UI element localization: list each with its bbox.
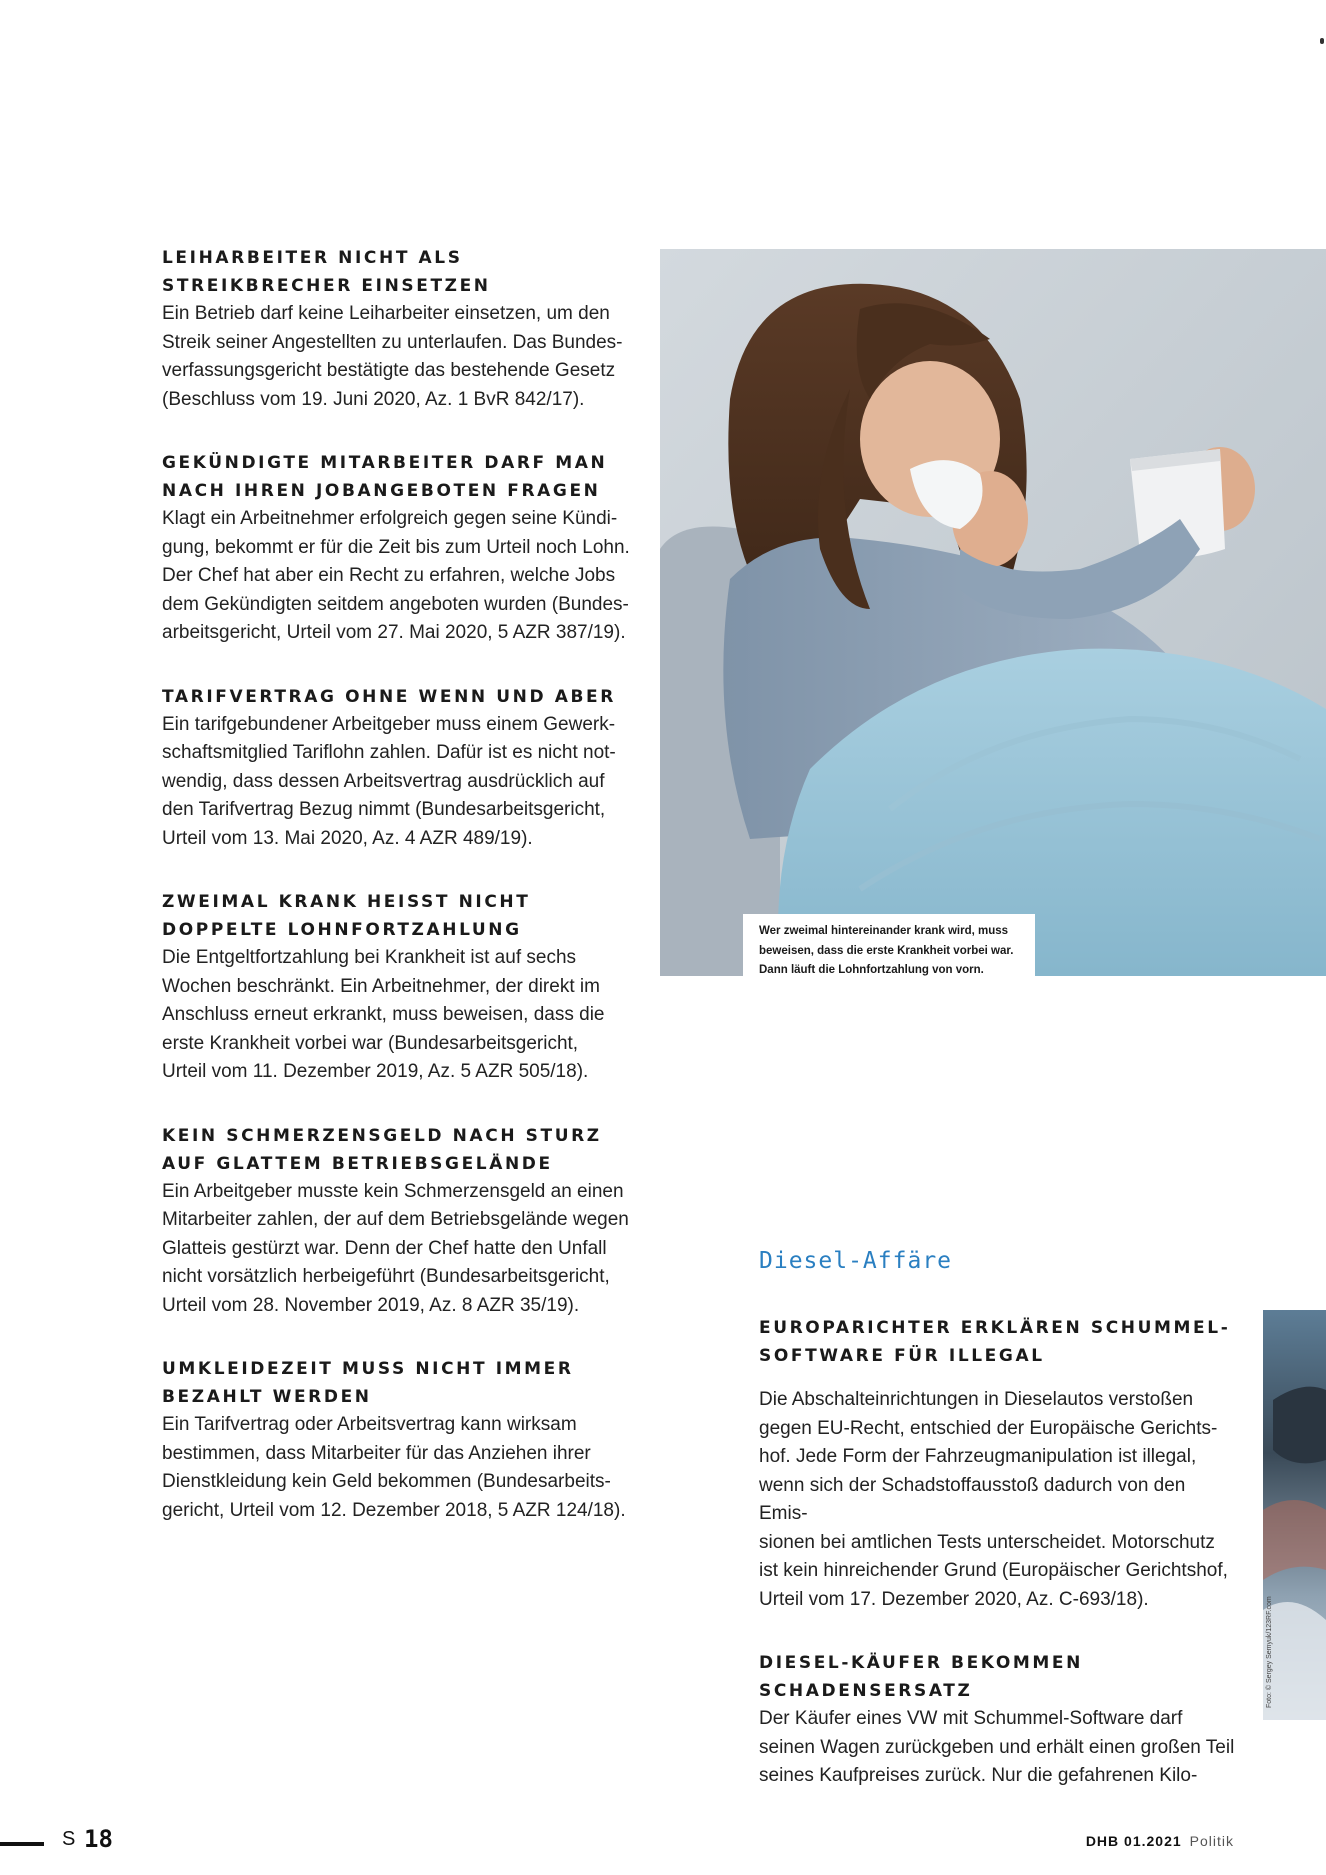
article-body: Ein Betrieb darf keine Leiharbeiter einsetzen, um den Streik seiner Angestellten zu unterlaufen. Das Bundes- verfassungsgericht bestätigte das bestehende Gesetz (Beschluss vom 19. Juni 2020, Az. 1 BvR 842/17). <box>162 303 623 410</box>
article-europarichter <box>759 1314 1239 1614</box>
article-headline: GEKÜNDIGTE MITARBEITER DARF MAN NACH IHREN JOBANGEBOTEN FRAGEN <box>162 453 608 501</box>
article-body: Ein Tarifvertrag oder Arbeitsvertrag kann wirksam bestimmen, dass Mitarbeiter für das Anziehen ihrer Dienstkleidung kein Geld bekommen (Bundesarbeits- gericht, Urteil vom 12. Dezember 2018, 5 AZR 124/18). <box>162 1414 626 1521</box>
article-body: Klagt ein Arbeitnehmer erfolgreich gegen seine Kündi- gung, bekommt er für die Zeit bis zum Urteil noch Lohn. Der Chef hat aber ein Recht zu erfahren, welche Jobs dem Gekündigten seitdem angeboten wurden (Bundes- arbeitsgericht, Urteil vom 27. Mai 2020, 5 AZR 387/19). <box>162 508 630 643</box>
photo-illustration <box>660 249 1326 976</box>
article-headline: EUROPARICHTER ERKLÄREN SCHUMMEL- SOFTWARE FÜR ILLEGAL <box>759 1318 1231 1366</box>
article-body: Die Abschalteinrichtungen in Dieselautos verstoßen gegen EU-Recht, entschied der Europäische Gerichts- hof. Jede Form der Fahrzeugmanipulation ist illegal, wenn sich der Schadstoffausstoß dadurch von den Emis- sionen bei amtlichen Tests unterscheidet. Motorschutz ist kein hinreichender Grund (Europäischer Gerichtshof, Urteil vom 17. Dezember 2020, Az. C-693/18). <box>759 1389 1228 1610</box>
article-body: Der Käufer eines VW mit Schummel-Software darf seinen Wagen zurückgeben und erhält einen großen Teil seines Kaufpreises zurück. Nur die gefahrenen Kilo- <box>759 1708 1235 1786</box>
article-gekuendigte-mitarbeiter <box>162 449 640 648</box>
section-label-diesel: Diesel-Affäre <box>759 1248 953 1274</box>
article-zweimal-krank <box>162 888 640 1087</box>
article-headline: ZWEIMAL KRANK HEISST NICHT DOPPELTE LOHNFORTZAHLUNG <box>162 892 531 940</box>
section-name: Politik <box>1189 1833 1234 1849</box>
article-headline: UMKLEIDEZEIT MUSS NICHT IMMER BEZAHLT WERDEN <box>162 1359 574 1407</box>
issue-label: DHB 01.2021 <box>1085 1833 1182 1849</box>
corner-mark <box>1320 38 1324 44</box>
right-column <box>759 1248 1239 1826</box>
article-schmerzensgeld <box>162 1122 640 1321</box>
footer-rule <box>0 1842 44 1846</box>
article-body: Ein Arbeitgeber musste kein Schmerzensgeld an einen Mitarbeiter zahlen, der auf dem Betriebsgelände wegen Glatteis gestürzt war. Denn der Chef hatte den Unfall nicht vorsätzlich herbeigeführt (Bundesarbeitsgericht, Urteil vom 28. November 2019, Az. 8 AZR 35/19). <box>162 1180 629 1316</box>
page-prefix: S <box>62 1828 77 1850</box>
photo-credit: Foto: © Sergey Semyuk/123RF.com <box>1266 1596 1273 1708</box>
article-diesel-kaeufer <box>759 1649 1239 1791</box>
article-umkleidezeit <box>162 1355 640 1525</box>
article-body: Ein tarifgebundener Arbeitgeber muss einem Gewerk- schaftsmitglied Tariflohn zahlen. Dafür ist es nicht not- wendig, dass dessen Arbeitsvertrag ausdrücklich auf den Tarifvertrag Bezug nimmt (Bundesarbeitsgericht, Urteil vom 13. Mai 2020, Az. 4 AZR 489/19). <box>162 713 616 849</box>
article-body: Die Entgeltfortzahlung bei Krankheit ist auf sechs Wochen beschränkt. Ein Arbeitnehmer, der direkt im Anschluss erneut erkrankt, muss beweisen, dass die erste Krankheit vorbei war (Bundesarbeitsgericht, Urteil vom 11. Dezember 2019, Az. 5 AZR 505/18). <box>162 947 605 1082</box>
photo-caption: Wer zweimal hintereinander krank wird, muss beweisen, dass die erste Krankheit vorbei war. Dann läuft die Lohnfortzahlung von vorn. <box>759 925 1014 976</box>
footer-issue-info <box>1086 1833 1234 1849</box>
article-tarifvertrag <box>162 683 640 854</box>
left-column <box>162 244 640 1560</box>
article-headline: DIESEL-KÄUFER BEKOMMEN SCHADENSERSATZ <box>759 1653 1083 1701</box>
article-headline: TARIFVERTRAG OHNE WENN UND ABER <box>162 686 616 707</box>
article-headline: LEIHARBEITER NICHT ALS STREIKBRECHER EINSETZEN <box>162 248 491 296</box>
page-number: 18 <box>84 1825 113 1853</box>
article-leiharbeiter <box>162 244 640 414</box>
photo-sick-woman <box>660 249 1326 976</box>
article-headline: KEIN SCHMERZENSGELD NACH STURZ AUF GLATTEM BETRIEBSGELÄNDE <box>162 1125 602 1174</box>
